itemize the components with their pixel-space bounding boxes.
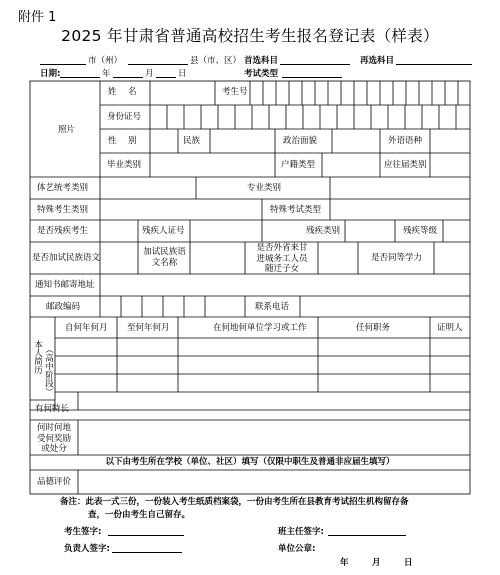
disabled-cat-label: 残疾类别: [306, 226, 341, 236]
witness-header: 证明人: [437, 323, 463, 333]
special-exam-type-label: 特殊考试类型: [270, 205, 322, 215]
foreign-lang-label: 外语语种: [388, 136, 423, 146]
second-choice-label: 再选科目: [360, 56, 395, 66]
attachment-label: 附件 1: [18, 10, 57, 25]
seal-label: 单位公章:: [278, 544, 316, 554]
address-label: 通知书邮寄地址: [35, 280, 95, 290]
ethnic-lang-name-label: 加试民族语 文名称: [143, 247, 186, 268]
photo-label: 照片: [58, 125, 76, 135]
first-choice-label: 首选科目: [244, 56, 279, 66]
note-line-2: 查，一份由考生自己留存。: [88, 510, 191, 520]
resume-sub-label: （高中阶段）: [43, 345, 54, 396]
head-sign-blank[interactable]: [112, 552, 182, 553]
special-type-label: 特殊考生类别: [37, 205, 89, 215]
page-title: 2025 年甘肃省普通高校招生考生报名登记表（样表）: [61, 27, 439, 45]
name-label-1: 姓: [108, 87, 117, 97]
phone-label: 联系电话: [255, 302, 290, 312]
disabled-label: 是否残疾考生: [37, 226, 89, 236]
student-sign-label: 考生签字:: [64, 527, 102, 537]
footer-day: 日: [404, 558, 413, 568]
head-sign-label: 负责人签字:: [64, 544, 110, 554]
footer-year: 年: [340, 558, 349, 568]
fresh-type-label: 应往届类别: [384, 160, 427, 170]
org-header: 在何地何单位学习或工作: [213, 323, 307, 333]
date-label: 日期:: [40, 69, 61, 79]
resume-label: 本人简历: [32, 340, 43, 374]
id-no-label: 身份证号: [107, 112, 142, 122]
exam-no-label: 考生号: [222, 87, 248, 97]
awards-label: 何时何地 受何奖励 或处分: [36, 423, 71, 455]
specialty-label: 有何特长: [35, 404, 70, 414]
disabled-cert-label: 残疾人证号: [142, 226, 185, 236]
to-date-header: 至何年何月: [127, 323, 170, 333]
ethnic-lang-label: 是否加试民族语文: [32, 253, 101, 263]
note-line-1: 备注：此表一式三份，一份装入考生纸质档案袋，一份由考生所在县教育考试招生机构留存备: [60, 497, 409, 507]
teacher-sign-label: 班主任签字:: [278, 527, 324, 537]
city-label: 市（州）: [88, 56, 123, 66]
school-fill-note: 以下由考生所在学校（单位、社区）填写（仅限中职生及普通非应届生填写）: [105, 457, 395, 467]
exam-type-label: 考试类型: [244, 69, 279, 79]
footer-month: 月: [372, 558, 381, 568]
position-header: 任何职务: [356, 323, 391, 333]
from-date-header: 自何年何月: [65, 323, 108, 333]
gender-label-2: 别: [128, 136, 137, 146]
migrant-label: 是否外省来甘 进城务工人员 随迁子女: [256, 243, 308, 275]
county-label: 县（市、区）: [190, 56, 242, 66]
day-label: 日: [178, 69, 187, 79]
student-sign-blank[interactable]: [108, 535, 184, 536]
grad-type-label: 毕业类别: [107, 160, 142, 170]
teacher-sign-blank[interactable]: [328, 535, 406, 536]
year-label: 年: [102, 69, 111, 79]
name-label-2: 名: [128, 87, 137, 97]
major-type-label: 专业类别: [247, 183, 282, 193]
month-label: 月: [145, 69, 154, 79]
political-label: 政治面貌: [283, 136, 318, 146]
moral-label: 品德评价: [37, 477, 72, 487]
postcode-label: 邮政编码: [46, 302, 81, 312]
gender-label-1: 性: [108, 136, 117, 146]
disabled-level-label: 残疾等级: [403, 226, 438, 236]
hukou-type-label: 户籍类型: [281, 160, 316, 170]
art-type-label: 体艺统考类别: [37, 183, 89, 193]
ethnicity-label: 民族: [183, 136, 201, 146]
equiv-label: 是否同等学力: [371, 253, 423, 263]
